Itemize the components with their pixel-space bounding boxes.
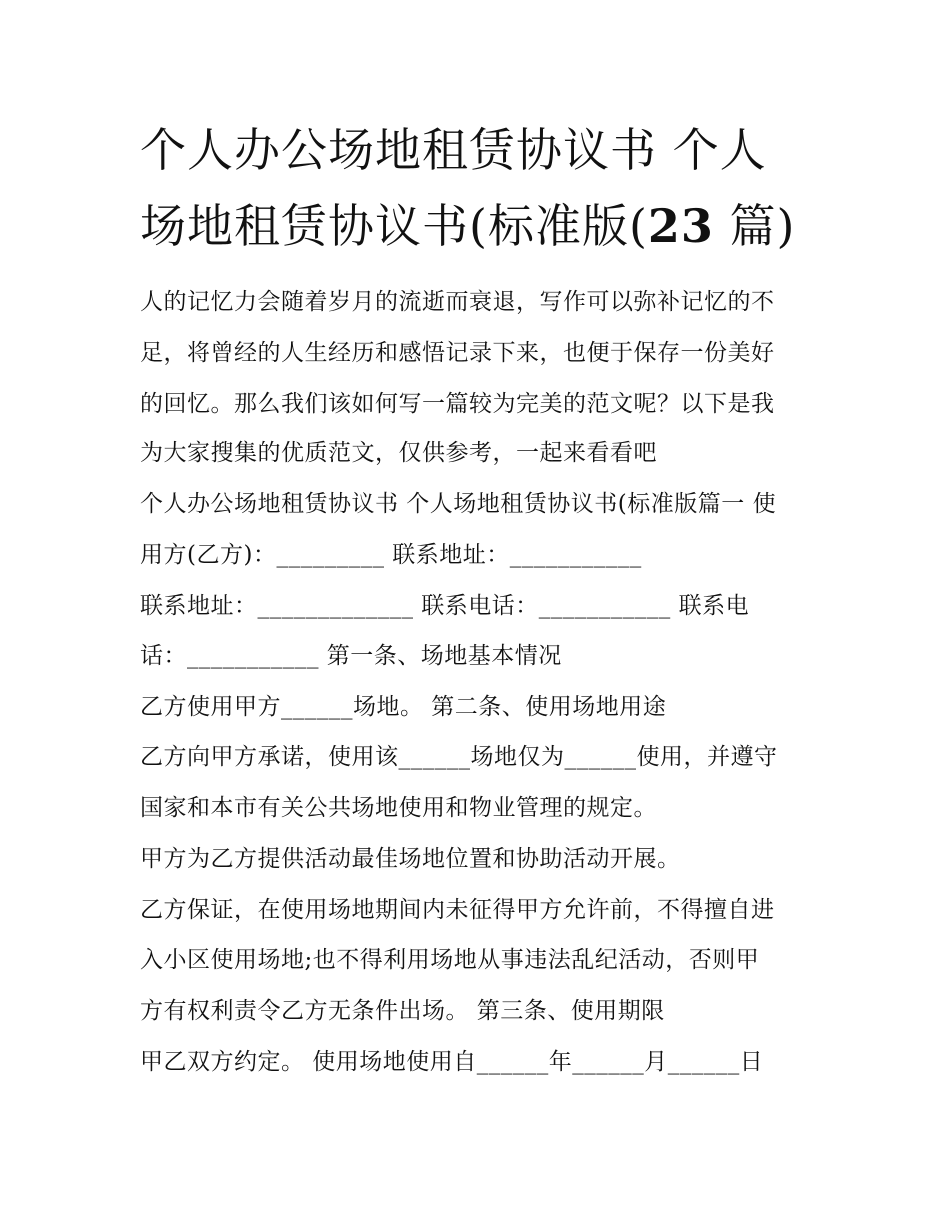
title-line-2 xyxy=(140,188,830,264)
title-number: 23 xyxy=(647,199,714,253)
body-line-12: 甲方为乙方提供活动最佳场地位置和协助活动开展。 xyxy=(140,846,681,872)
body-line-1: 人的记忆力会随着岁月的流逝而衰退，写作可以弥补记忆的不 xyxy=(140,289,775,315)
body-line-4: 为大家搜集的优质范文，仅供参考，一起来看看吧 xyxy=(140,440,657,466)
body-line-13: 乙方保证，在使用场地期间内未征得甲方允许前，不得擅自进 xyxy=(140,897,775,923)
title-line-2-suffix: 篇) xyxy=(713,199,796,253)
document-title xyxy=(140,112,830,264)
body-line-5: 个人办公场地租赁协议书 个人场地租赁协议书(标准版篇一 使 xyxy=(140,491,777,517)
body-line-7: 联系地址：_____________ 联系电话：___________ 联系电 xyxy=(140,593,750,619)
body-line-14: 入小区使用场地;也不得利用场地从事违法乱纪活动，否则甲 xyxy=(140,947,760,973)
body-line-15: 方有权利责令乙方无条件出场。 第三条、使用期限 xyxy=(140,998,665,1024)
title-line-1: 个人办公场地租赁协议书 个人 xyxy=(140,123,767,177)
body-line-16: 甲乙双方约定。 使用场地使用自______年______月______日 xyxy=(140,1049,764,1075)
body-line-6: 用方(乙方)：_________ 联系地址：___________ xyxy=(140,542,642,568)
title-line-2-prefix: 场地租赁协议书(标准版( xyxy=(140,199,648,253)
body-line-9: 乙方使用甲方______场地。 第二条、使用场地用途 xyxy=(140,694,667,720)
body-line-3: 的回忆。那么我们该如何写一篇较为完美的范文呢？以下是我 xyxy=(140,391,775,417)
body-line-11: 国家和本市有关公共场地使用和物业管理的规定。 xyxy=(140,795,657,821)
body-line-2: 足，将曾经的人生经历和感悟记录下来，也便于保存一份美好 xyxy=(140,340,775,366)
body-line-10: 乙方向甲方承诺，使用该______场地仅为______使用，并遵守 xyxy=(140,744,778,770)
body-line-8: 话：___________ 第一条、场地基本情况 xyxy=(140,643,562,669)
